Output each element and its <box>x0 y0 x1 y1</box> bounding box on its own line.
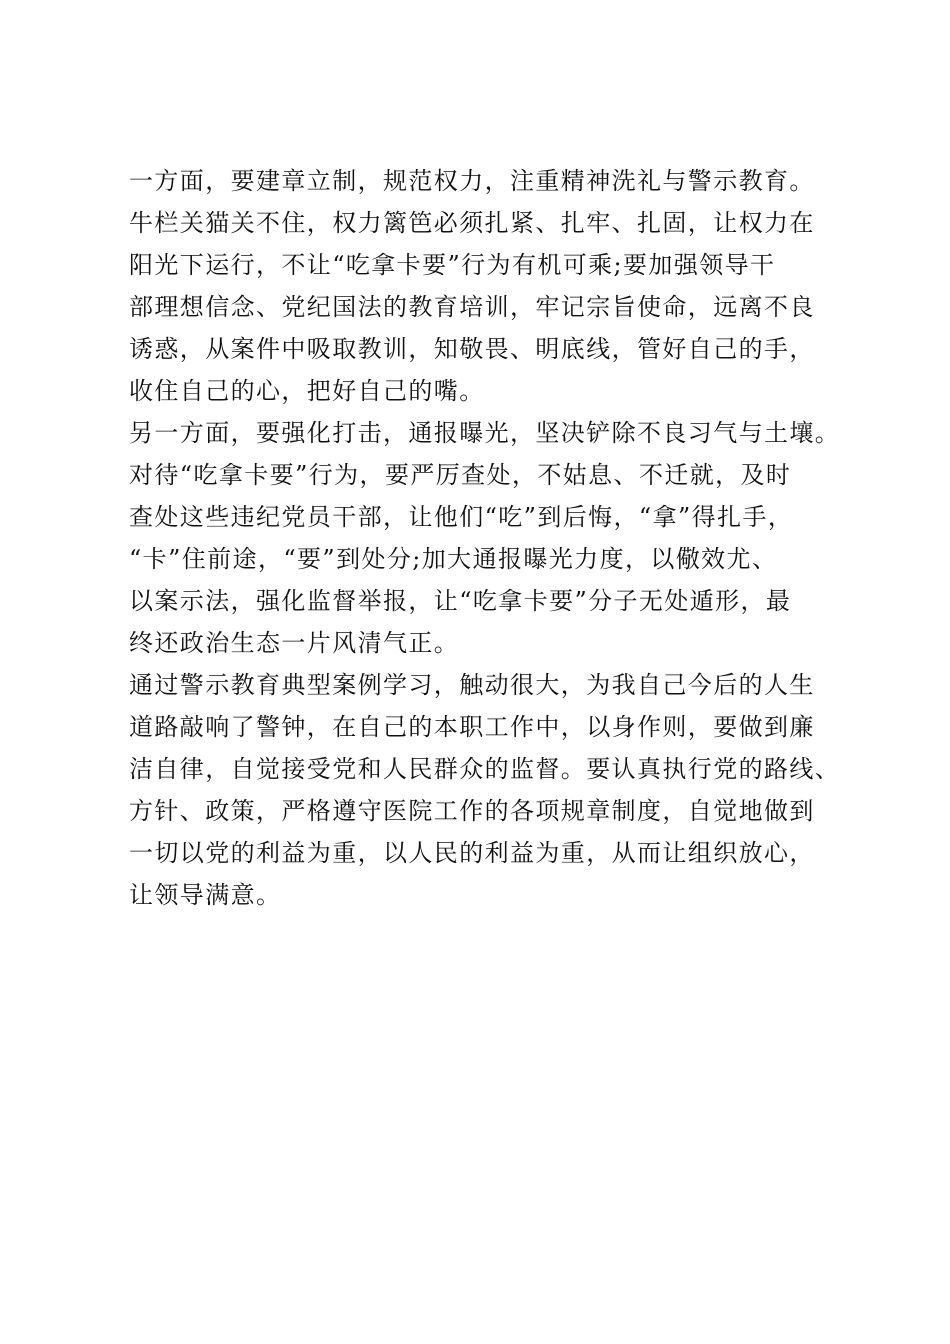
paragraph-line: 以案示法，强化监督举报，让“吃拿卡要”分子无处遁形，最 <box>129 587 792 615</box>
paragraph-2 <box>129 412 841 664</box>
paragraph-line: 阳光下运行，不让“吃拿卡要”行为有机可乘;要加强领导干 <box>129 251 776 279</box>
document-body <box>129 160 841 916</box>
paragraph-line: 诱惑，从案件中吸取教训，知敬畏、明底线，管好自己的手， <box>129 335 815 363</box>
paragraph-line: 一方面，要建章立制，规范权力，注重精神洗礼与警示教育。 <box>129 167 815 195</box>
paragraph-line: 查处这些违纪党员干部，让他们“吃”到后悔，“拿”得扎手， <box>129 503 794 531</box>
paragraph-line: 另一方面，要强化打击，通报曝光，坚决铲除不良习气与土壤。 <box>129 419 841 447</box>
paragraph-line: 牛栏关猫关不住，权力篱笆必须扎紧、扎牢、扎固，让权力在 <box>129 209 815 237</box>
paragraph-line: “卡”住前途，“要”到处分;加大通报曝光力度，以儆效尤、 <box>129 545 778 573</box>
paragraph-1 <box>129 160 829 412</box>
paragraph-line: 洁自律，自觉接受党和人民群众的监督。要认真执行党的路线、 <box>129 755 841 783</box>
paragraph-line: 通过警示教育典型案例学习，触动很大，为我自己今后的人生 <box>129 671 815 699</box>
paragraph-line: 道路敲响了警钟，在自己的本职工作中，以身作则，要做到廉 <box>129 713 815 741</box>
paragraph-3 <box>129 664 841 916</box>
paragraph-line: 一切以党的利益为重，以人民的利益为重，从而让组织放心， <box>129 839 815 867</box>
paragraph-line: 部理想信念、党纪国法的教育培训，牢记宗旨使命，远离不良 <box>129 293 815 321</box>
paragraph-line: 方针、政策，严格遵守医院工作的各项规章制度，自觉地做到 <box>129 797 815 825</box>
paragraph-line: 收住自己的心，把好自己的嘴。 <box>129 377 485 405</box>
paragraph-line: 对待“吃拿卡要”行为，要严厉查处，不姑息、不迁就，及时 <box>129 461 792 489</box>
paragraph-line: 让领导满意。 <box>129 881 282 909</box>
paragraph-line: 终还政治生态一片风清气正。 <box>129 629 460 657</box>
